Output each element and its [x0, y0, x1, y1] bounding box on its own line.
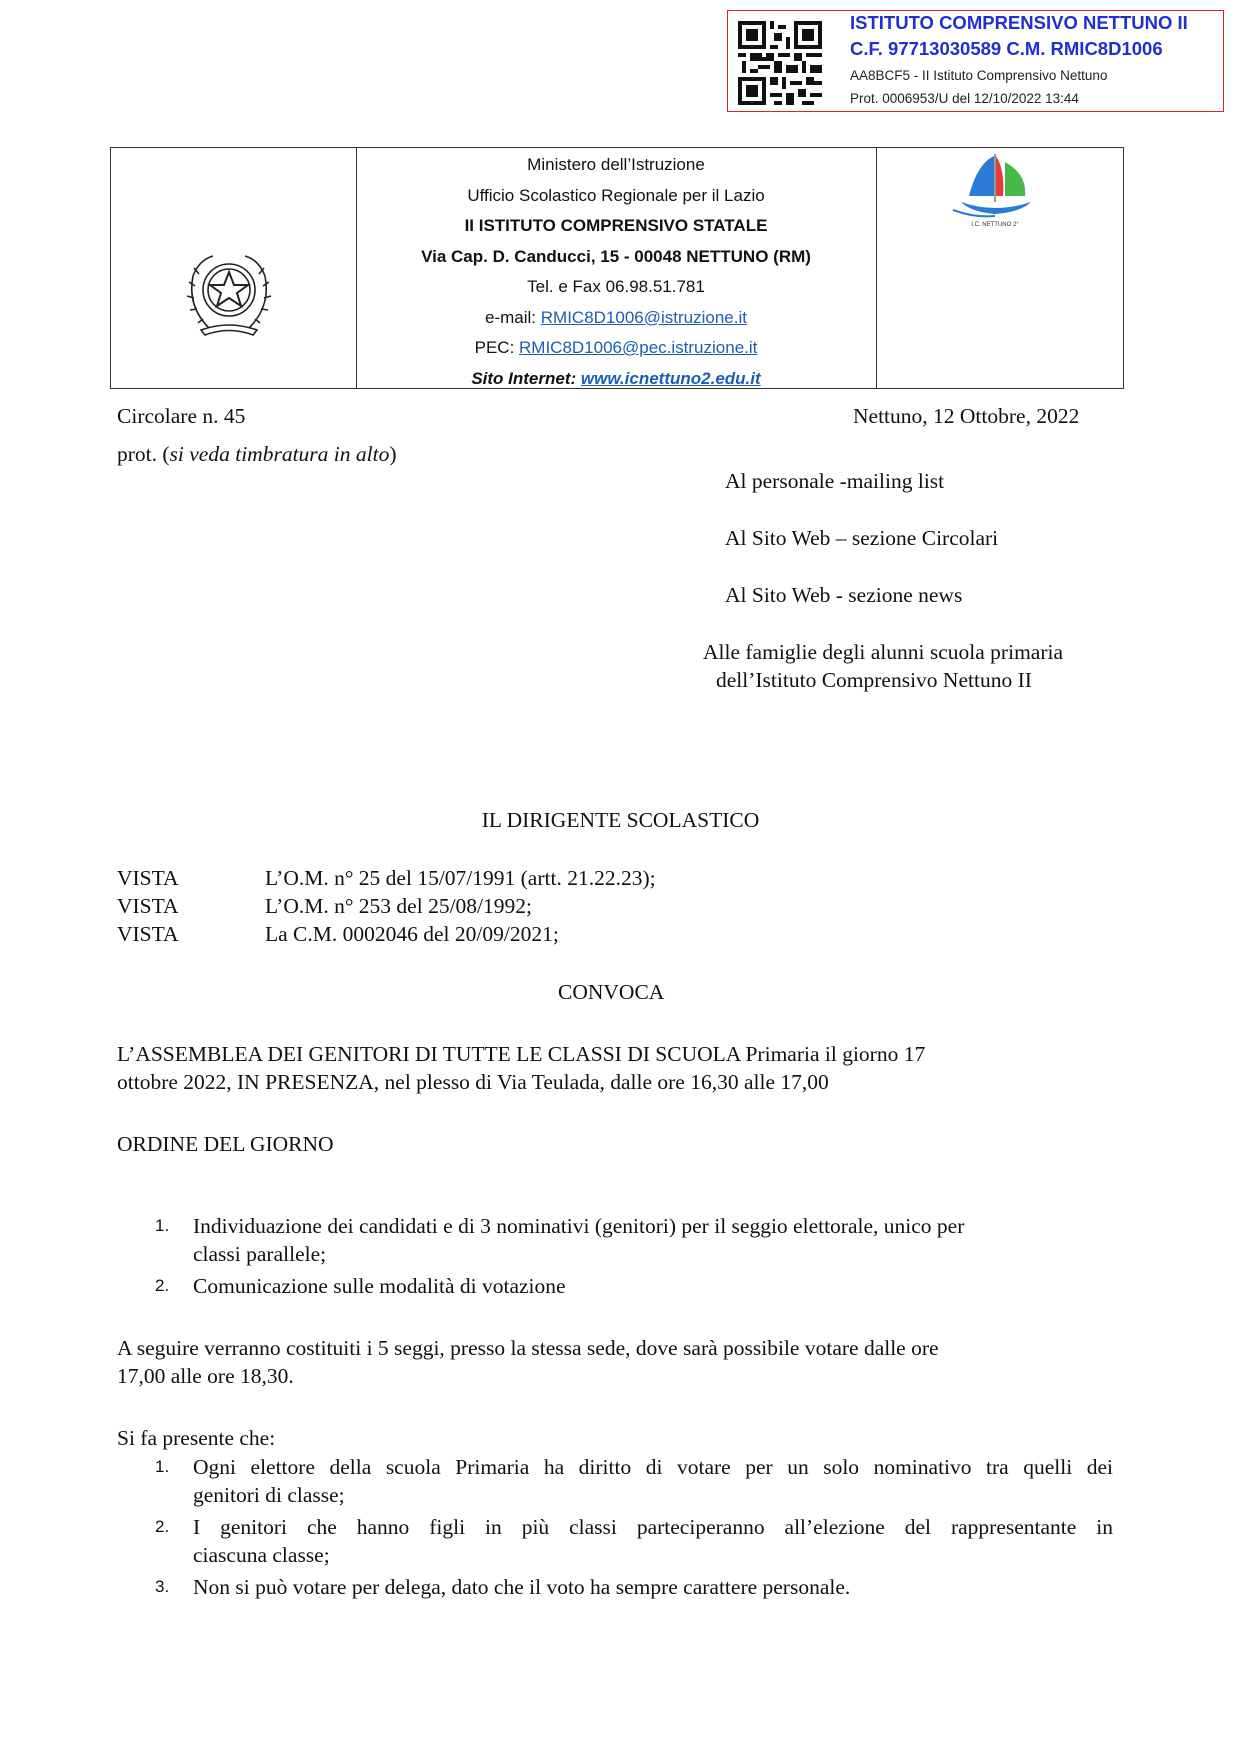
vista-label: VISTA	[117, 922, 179, 946]
recipient: Alle famiglie degli alunni scuola primaria	[703, 640, 1064, 664]
notes-title: Si fa presente che:	[117, 1426, 276, 1450]
document-title: IL DIRIGENTE SCOLASTICO	[481, 808, 760, 832]
stamp-school-name: ISTITUTO COMPRENSIVO NETTUNO II	[850, 12, 1188, 33]
note-number: 1.	[155, 1457, 170, 1476]
logo-caption: I.C. NETTUNO 2°	[971, 222, 1019, 228]
recipient: Al Sito Web - sezione news	[725, 583, 963, 607]
note-number: 3.	[155, 1577, 170, 1596]
vista-text: L’O.M. n° 253 del 25/08/1992;	[265, 894, 532, 918]
letterhead	[110, 147, 1124, 389]
school-address: Via Cap. D. Canducci, 15 - 00048 NETTUNO (RM)	[421, 246, 811, 266]
stamp-codes: C.F. 97713030589 C.M. RMIC8D1006	[850, 38, 1163, 59]
agenda-number: 1.	[155, 1216, 170, 1235]
prot-italic: si veda timbratura in alto	[169, 442, 390, 466]
vista-label: VISTA	[117, 866, 179, 890]
protocol-note	[117, 440, 397, 468]
stamp-protocol: Prot. 0006953/U del 12/10/2022 13:44	[850, 91, 1079, 106]
vista-text: La C.M. 0002046 del 20/09/2021;	[265, 922, 559, 946]
site-row	[356, 364, 876, 395]
convoca-heading: CONVOCA	[558, 980, 665, 1004]
agenda-item: Individuazione dei candidati e di 3 nominativi (genitori) per il seggio elettorale, unico per	[193, 1214, 965, 1238]
note-item: Ogni elettore della scuola Primaria ha diritto di votare per un solo nominativo tra quelli dei	[193, 1455, 1113, 1479]
italian-republic-emblem-icon	[179, 246, 279, 338]
recipient: Al Sito Web – sezione Circolari	[725, 526, 999, 550]
school-name: II ISTITUTO COMPRENSIVO STATALE	[464, 216, 768, 235]
agenda-item: Comunicazione sulle modalità di votazione	[193, 1274, 566, 1298]
agenda-number: 2.	[155, 1276, 170, 1295]
vista-label: VISTA	[117, 894, 179, 918]
email-label: e-mail:	[485, 307, 541, 327]
stamp-aoo: AA8BCF5 - II Istituto Comprensivo Nettuno	[850, 68, 1108, 83]
recipient: dell’Istituto Comprensivo Nettuno II	[716, 668, 1032, 692]
protocol-stamp	[727, 10, 1224, 112]
prot-suffix: )	[389, 442, 397, 466]
pec-link[interactable]: RMIC8D1006@pec.istruzione.it	[519, 338, 758, 357]
seggi-line: A seguire verranno costituiti i 5 seggi, presso la stessa sede, dove sarà possibile votare dalle ore	[117, 1336, 939, 1360]
note-number: 2.	[155, 1517, 170, 1536]
seggi-line: 17,00 alle ore 18,30.	[117, 1364, 294, 1388]
note-item: Non si può votare per delega, dato che il voto ha sempre carattere personale.	[193, 1575, 851, 1599]
site-label: Sito Internet:	[471, 368, 581, 388]
email-row	[356, 303, 876, 334]
agenda-item: classi parallele;	[193, 1242, 327, 1266]
circular-number: Circolare n. 45	[117, 404, 246, 428]
ministry-name: Ministero dell’Istruzione	[527, 155, 705, 174]
school-logo-icon	[947, 152, 1043, 230]
pec-label: PEC:	[474, 338, 520, 357]
note-item: genitori di classe;	[193, 1483, 345, 1507]
site-link[interactable]: www.icnettuno2.edu.it	[580, 368, 761, 388]
note-item: I genitori che hanno figli in più classi parteciperanno all’elezione del rappresentante in	[193, 1515, 1113, 1539]
note-item: ciascuna classe;	[193, 1543, 330, 1567]
school-phone: Tel. e Fax 06.98.51.781	[527, 277, 705, 296]
agenda-title: ORDINE DEL GIORNO	[117, 1132, 334, 1156]
prot-prefix: prot. (	[117, 442, 170, 466]
recipient: Al personale -mailing list	[725, 469, 945, 493]
qr-code-icon	[738, 21, 822, 105]
vista-text: L’O.M. n° 25 del 15/07/1991 (artt. 21.22.23);	[265, 866, 656, 890]
pec-row	[356, 333, 876, 364]
regional-office: Ufficio Scolastico Regionale per il Lazio	[467, 185, 765, 205]
email-link[interactable]: RMIC8D1006@istruzione.it	[540, 307, 747, 327]
place-date: Nettuno, 12 Ottobre, 2022	[853, 404, 1080, 428]
letterhead-text	[356, 148, 876, 388]
assembly-line: L’ASSEMBLEA DEI GENITORI DI TUTTE LE CLASSI DI SCUOLA Primaria il giorno 17	[117, 1042, 926, 1066]
letterhead-divider	[876, 148, 877, 388]
assembly-line: ottobre 2022, IN PRESENZA, nel plesso di Via Teulada, dalle ore 16,30 alle 17,00	[117, 1070, 829, 1094]
